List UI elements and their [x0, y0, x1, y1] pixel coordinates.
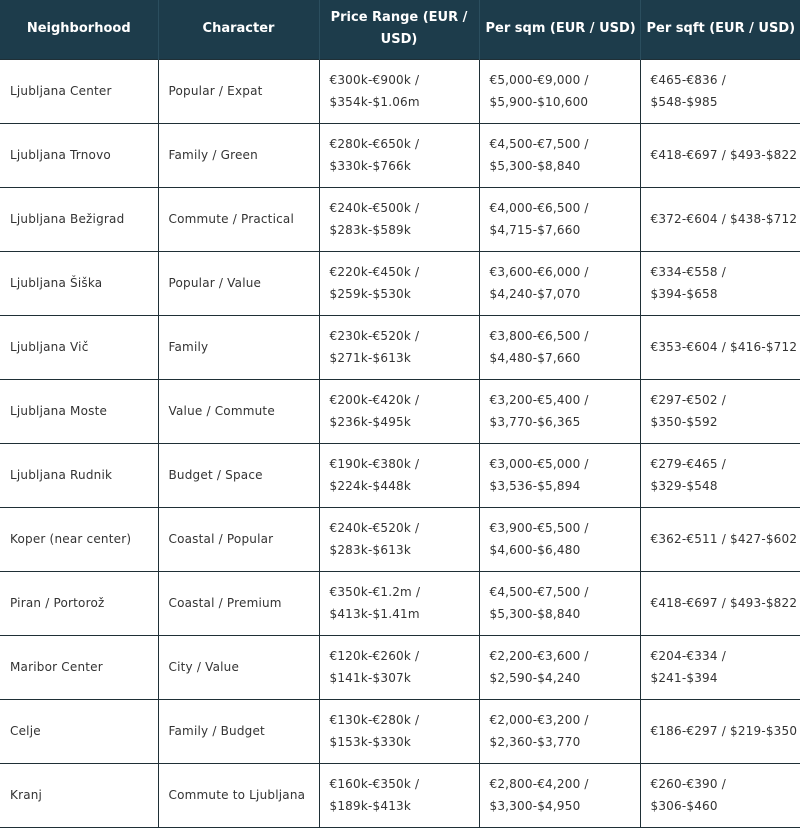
cell-price-range-text-line2: $330k-$766k: [329, 159, 412, 173]
cell-price-range-text: €350k-€1.2m /: [329, 585, 421, 599]
cell-price-range: [319, 507, 479, 571]
cell-neighborhood-text: Kranj: [10, 788, 43, 802]
header-neighborhood: [0, 0, 158, 59]
cell-per-sqm: [479, 251, 640, 315]
header-label: Per sqm (EUR / USD): [485, 21, 636, 37]
table-row: [0, 187, 800, 251]
cell-per-sqft-text: €353-€604 / $416-$712: [650, 340, 798, 354]
cell-price-range-text: €160k-€350k /: [329, 777, 420, 791]
cell-character: [158, 763, 319, 827]
cell-price-range: [319, 763, 479, 827]
cell-price-range-text-line2: $141k-$307k: [329, 671, 412, 685]
cell-neighborhood-text: Piran / Portorož: [10, 596, 105, 610]
cell-per-sqft-text: €465-€836 /: [650, 73, 726, 87]
table-row: [0, 443, 800, 507]
cell-price-range: [319, 379, 479, 443]
cell-per-sqft-text: €418-€697 / $493-$822: [650, 148, 798, 162]
cell-price-range-text: €280k-€650k /: [329, 137, 420, 151]
cell-per-sqm: [479, 507, 640, 571]
table-row: [0, 763, 800, 827]
cell-neighborhood-text: Celje: [10, 724, 41, 738]
table-row: [0, 251, 800, 315]
cell-neighborhood: [0, 187, 158, 251]
cell-character: [158, 123, 319, 187]
cell-per-sqft-text: €186-€297 / $219-$350: [650, 724, 798, 738]
cell-neighborhood: [0, 251, 158, 315]
cell-neighborhood: [0, 379, 158, 443]
cell-character: [158, 699, 319, 763]
cell-per-sqm-text: €4,500-€7,500 /: [489, 585, 589, 599]
cell-character: [158, 187, 319, 251]
cell-per-sqft-text: €260-€390 /: [650, 777, 726, 791]
cell-price-range-text: €300k-€900k /: [329, 73, 420, 87]
cell-character: [158, 379, 319, 443]
cell-neighborhood-text: Ljubljana Vič: [10, 340, 89, 354]
cell-per-sqm: [479, 315, 640, 379]
cell-price-range: [319, 635, 479, 699]
cell-per-sqm-text: €2,000-€3,200 /: [489, 713, 589, 727]
cell-price-range: [319, 315, 479, 379]
cell-character-text: Budget / Space: [168, 468, 263, 482]
cell-per-sqm: [479, 699, 640, 763]
cell-neighborhood-text: Ljubljana Rudnik: [10, 468, 113, 482]
cell-neighborhood-text: Ljubljana Šiška: [10, 276, 103, 290]
cell-per-sqm: [479, 379, 640, 443]
header-price-range: [319, 0, 479, 59]
cell-per-sqm-text-line2: $2,360-$3,770: [489, 735, 581, 749]
cell-price-range-text: €240k-€500k /: [329, 201, 420, 215]
table-row: [0, 635, 800, 699]
cell-per-sqm-text-line2: $4,240-$7,070: [489, 287, 581, 301]
cell-neighborhood-text: Maribor Center: [10, 660, 103, 674]
cell-per-sqm-text: €4,500-€7,500 /: [489, 137, 589, 151]
cell-character: [158, 315, 319, 379]
header-label-line2: USD): [380, 32, 418, 48]
cell-per-sqft-text: €372-€604 / $438-$712: [650, 212, 798, 226]
cell-per-sqm: [479, 571, 640, 635]
cell-per-sqft: [640, 507, 800, 571]
cell-character: [158, 507, 319, 571]
header-label: Character: [202, 21, 275, 37]
cell-per-sqft: [640, 699, 800, 763]
cell-per-sqft-text-line2: $329-$548: [650, 479, 718, 493]
cell-price-range-text-line2: $354k-$1.06m: [329, 95, 420, 109]
cell-per-sqft-text-line2: $241-$394: [650, 671, 718, 685]
cell-per-sqft-text: €362-€511 / $427-$602: [650, 532, 798, 546]
cell-price-range-text-line2: $283k-$613k: [329, 543, 412, 557]
cell-per-sqm: [479, 635, 640, 699]
cell-character: [158, 571, 319, 635]
cell-per-sqm: [479, 763, 640, 827]
cell-price-range-text-line2: $259k-$530k: [329, 287, 412, 301]
cell-neighborhood: [0, 507, 158, 571]
cell-character-text: Family: [168, 340, 209, 354]
cell-per-sqft: [640, 315, 800, 379]
cell-per-sqft-text-line2: $350-$592: [650, 415, 718, 429]
header-per-sqft: [640, 0, 800, 59]
cell-price-range-text: €130k-€280k /: [329, 713, 420, 727]
cell-per-sqm-text-line2: $3,770-$6,365: [489, 415, 581, 429]
cell-per-sqm-text-line2: $3,300-$4,950: [489, 799, 581, 813]
cell-neighborhood: [0, 59, 158, 123]
cell-price-range-text-line2: $283k-$589k: [329, 223, 412, 237]
table-row: [0, 507, 800, 571]
cell-neighborhood: [0, 763, 158, 827]
cell-price-range: [319, 123, 479, 187]
cell-per-sqft-text: €297-€502 /: [650, 393, 726, 407]
cell-price-range-text-line2: $271k-$613k: [329, 351, 412, 365]
cell-price-range: [319, 443, 479, 507]
cell-price-range: [319, 59, 479, 123]
cell-price-range: [319, 251, 479, 315]
cell-character: [158, 635, 319, 699]
header-character: [158, 0, 319, 59]
cell-neighborhood: [0, 123, 158, 187]
cell-per-sqft-text: €418-€697 / $493-$822: [650, 596, 798, 610]
cell-per-sqm-text: €2,800-€4,200 /: [489, 777, 589, 791]
table-row: [0, 123, 800, 187]
cell-character-text: Coastal / Premium: [168, 596, 282, 610]
table-row: [0, 59, 800, 123]
cell-per-sqm-text: €2,200-€3,600 /: [489, 649, 589, 663]
cell-character-text: Family / Green: [168, 148, 258, 162]
table-header: [0, 0, 800, 59]
header-label: Price Range (EUR /: [330, 10, 468, 26]
cell-per-sqm-text: €3,900-€5,500 /: [489, 521, 589, 535]
header-label: Per sqft (EUR / USD): [646, 21, 796, 37]
cell-per-sqft-text-line2: $306-$460: [650, 799, 718, 813]
cell-price-range: [319, 699, 479, 763]
cell-character-text: Popular / Value: [168, 276, 262, 290]
cell-price-range-text: €240k-€520k /: [329, 521, 420, 535]
cell-neighborhood-text: Ljubljana Bežigrad: [10, 212, 125, 226]
cell-character-text: Value / Commute: [168, 404, 275, 418]
table-row: [0, 699, 800, 763]
header-label: Neighborhood: [26, 21, 131, 37]
table-row: [0, 379, 800, 443]
cell-per-sqft: [640, 571, 800, 635]
cell-neighborhood: [0, 635, 158, 699]
header-per-sqm: [479, 0, 640, 59]
cell-per-sqm-text-line2: $2,590-$4,240: [489, 671, 581, 685]
cell-character-text: Commute / Practical: [168, 212, 294, 226]
cell-per-sqm-text-line2: $5,900-$10,600: [489, 95, 589, 109]
cell-price-range: [319, 571, 479, 635]
cell-neighborhood: [0, 315, 158, 379]
cell-character-text: Popular / Expat: [168, 84, 263, 98]
cell-character: [158, 443, 319, 507]
cell-neighborhood-text: Ljubljana Trnovo: [10, 148, 111, 162]
cell-per-sqm-text-line2: $5,300-$8,840: [489, 159, 581, 173]
cell-character-text: Commute to Ljubljana: [168, 788, 306, 802]
cell-per-sqm: [479, 443, 640, 507]
cell-per-sqft: [640, 251, 800, 315]
cell-price-range-text-line2: $153k-$330k: [329, 735, 412, 749]
cell-per-sqft-text-line2: $394-$658: [650, 287, 718, 301]
cell-per-sqm-text-line2: $4,600-$6,480: [489, 543, 581, 557]
cell-neighborhood-text: Ljubljana Moste: [10, 404, 108, 418]
cell-price-range-text: €230k-€520k /: [329, 329, 420, 343]
cell-per-sqft: [640, 123, 800, 187]
cell-per-sqm-text-line2: $5,300-$8,840: [489, 607, 581, 621]
table-row: [0, 315, 800, 379]
cell-per-sqm-text: €5,000-€9,000 /: [489, 73, 589, 87]
cell-per-sqm-text-line2: $4,480-$7,660: [489, 351, 581, 365]
cell-neighborhood: [0, 571, 158, 635]
cell-per-sqm-text-line2: $3,536-$5,894: [489, 479, 581, 493]
cell-per-sqft-text: €204-€334 /: [650, 649, 726, 663]
cell-per-sqft-text-line2: $548-$985: [650, 95, 718, 109]
cell-neighborhood-text: Koper (near center): [10, 532, 132, 546]
cell-price-range-text: €200k-€420k /: [329, 393, 420, 407]
table-row: [0, 571, 800, 635]
cell-neighborhood: [0, 443, 158, 507]
cell-price-range-text-line2: $189k-$413k: [329, 799, 412, 813]
cell-price-range-text: €220k-€450k /: [329, 265, 420, 279]
cell-per-sqft: [640, 635, 800, 699]
cell-per-sqft: [640, 187, 800, 251]
cell-price-range-text: €120k-€260k /: [329, 649, 420, 663]
cell-per-sqm-text-line2: $4,715-$7,660: [489, 223, 581, 237]
cell-per-sqm-text: €4,000-€6,500 /: [489, 201, 589, 215]
cell-per-sqft: [640, 763, 800, 827]
cell-per-sqft: [640, 379, 800, 443]
cell-price-range-text-line2: $413k-$1.41m: [329, 607, 420, 621]
cell-per-sqm: [479, 187, 640, 251]
cell-per-sqft-text: €334-€558 /: [650, 265, 726, 279]
cell-per-sqm-text: €3,600-€6,000 /: [489, 265, 589, 279]
cell-price-range-text: €190k-€380k /: [329, 457, 420, 471]
cell-per-sqft-text: €279-€465 /: [650, 457, 726, 471]
cell-neighborhood-text: Ljubljana Center: [10, 84, 112, 98]
cell-per-sqm-text: €3,800-€6,500 /: [489, 329, 589, 343]
cell-price-range-text-line2: $224k-$448k: [329, 479, 412, 493]
header-row: [0, 0, 800, 59]
cell-per-sqft: [640, 59, 800, 123]
cell-neighborhood: [0, 699, 158, 763]
cell-per-sqm-text: €3,000-€5,000 /: [489, 457, 589, 471]
cell-per-sqm: [479, 123, 640, 187]
cell-per-sqm-text: €3,200-€5,400 /: [489, 393, 589, 407]
cell-per-sqft: [640, 443, 800, 507]
table-body: [0, 59, 800, 827]
cell-price-range: [319, 187, 479, 251]
cell-per-sqm: [479, 59, 640, 123]
cell-character-text: Coastal / Popular: [168, 532, 274, 546]
cell-price-range-text-line2: $236k-$495k: [329, 415, 412, 429]
cell-character-text: Family / Budget: [168, 724, 265, 738]
cell-character-text: City / Value: [168, 660, 240, 674]
cell-character: [158, 251, 319, 315]
cell-character: [158, 59, 319, 123]
